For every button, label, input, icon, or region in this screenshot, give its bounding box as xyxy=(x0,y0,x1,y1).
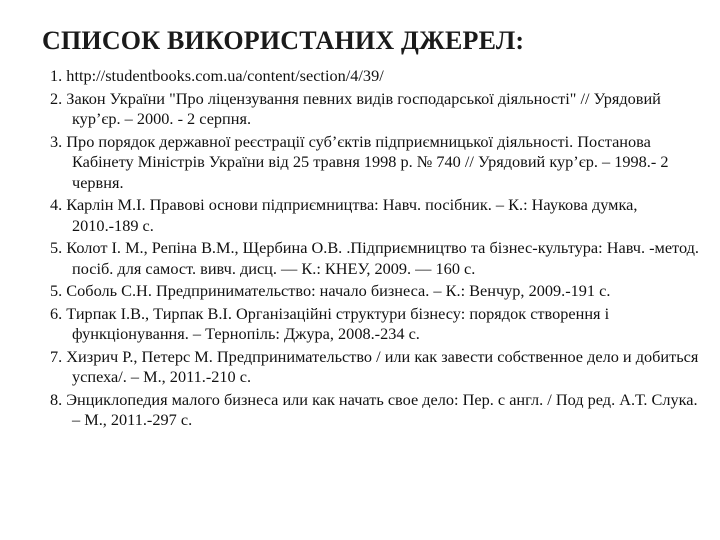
reference-number: 2. xyxy=(50,88,63,108)
reference-text: Соболь С.Н. Предпринимательство: начало бизнеса. – К.: Венчур, 2009.-191 с. xyxy=(66,281,611,300)
reference-number: 5. xyxy=(50,281,63,300)
reference-text: Колот І. М., Репіна В.М., Щербина О.В. .Підприємництво та бізнес-культура: Навч. -метод. посіб. для самост. вивч. дисц. — К.: КНЕУ, 2009. — 160 с. xyxy=(66,238,699,278)
reference-item xyxy=(50,281,700,302)
reference-number: 4. xyxy=(50,195,63,214)
page-title: СПИСОК ВИКОРИСТАНИХ ДЖЕРЕЛ: xyxy=(42,26,525,55)
reference-text: Хизрич Р., Петерс М. Предпринимательство / или как завести собственное дело и добиться успеха/. – М., 2011.-210 с. xyxy=(66,346,699,386)
reference-item xyxy=(50,195,700,236)
reference-item xyxy=(50,132,700,194)
reference-number: 3. xyxy=(50,131,63,151)
reference-item xyxy=(50,304,700,345)
reference-number: 8. xyxy=(50,389,63,409)
reference-item xyxy=(50,238,700,279)
reference-item xyxy=(50,390,700,431)
reference-number: 1. xyxy=(50,66,63,85)
reference-item xyxy=(50,89,700,130)
reference-text: Карлін М.І. Правові основи підприємництва: Навч. посібник. – К.: Наукова думка, 2010.-189 с. xyxy=(66,195,638,235)
reference-number: 7. xyxy=(50,346,63,366)
reference-number: 5. xyxy=(50,238,63,257)
reference-item xyxy=(50,347,700,388)
reference-text: Тирпак І.В., Тирпак В.І. Організаційні структури бізнесу: порядок створення і функціонування. – Тернопіль: Джура, 2008.-234 с. xyxy=(66,303,610,343)
reference-text: http://studentbooks.com.ua/content/section/4/39/ xyxy=(66,66,384,85)
reference-text: Закон України "Про ліцензування певних видів господарської діяльності" // Урядовий кур’єр. – 2000. - 2 серпня. xyxy=(66,88,661,128)
reference-text: Энциклопедия малого бизнеса или как начать свое дело: Пер. с англ. / Под ред. А.Т. Слука. – М., 2011.-297 с. xyxy=(66,389,698,429)
reference-list xyxy=(50,66,700,433)
reference-text: Про порядок державної реєстрації суб’єктів підприємницької діяльності. Постанова Кабінету Міністрів України від 25 травня 1998 р. № 740 // Урядовий кур’єр. – 1998.- 2 червня. xyxy=(66,131,669,192)
reference-item xyxy=(50,66,700,87)
reference-number: 6. xyxy=(50,303,63,323)
